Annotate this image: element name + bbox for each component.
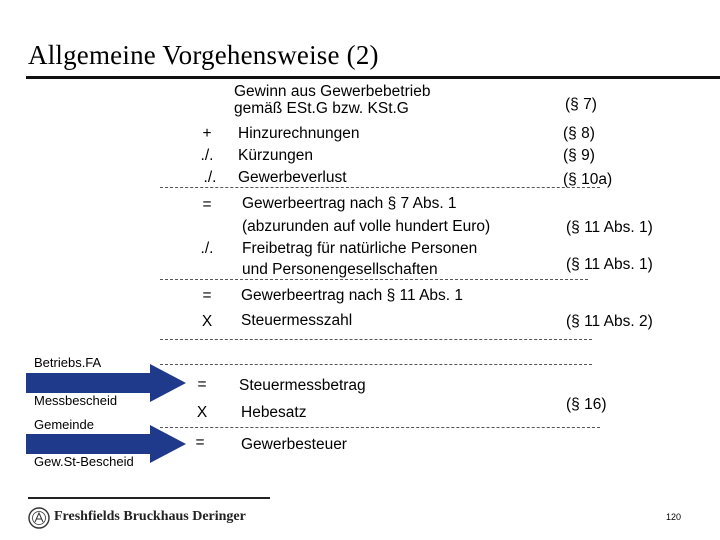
verlust-operator: ./. [203, 169, 217, 186]
hebesatz-operator: X [196, 404, 208, 421]
hebesatz-label: Hebesatz [241, 404, 307, 421]
gewerbesteuer-label: Gewerbesteuer [241, 436, 347, 453]
messbetrag-operator: = [197, 376, 207, 393]
ertrag7-operator: = [202, 196, 212, 213]
separator-line [160, 279, 588, 280]
freibetrag-operator: ./. [200, 240, 214, 257]
ertrag11-operator: = [202, 287, 212, 304]
verlust-label: Gewerbeverlust [238, 169, 347, 186]
freibetrag-paragraph: (§ 11 Abs. 1) [566, 256, 653, 273]
separator-line [160, 427, 600, 428]
ertrag7-paragraph: (§ 11 Abs. 1) [566, 219, 653, 236]
gemeinde-label: Gemeinde [34, 417, 94, 432]
gewinn-paragraph: (§ 7) [565, 96, 597, 113]
separator-line [160, 364, 592, 365]
kuerz-paragraph: (§ 9) [563, 147, 595, 164]
verlust-paragraph: (§ 10a) [563, 171, 613, 188]
hinzu-paragraph: (§ 8) [563, 125, 595, 142]
separator-line [160, 187, 600, 188]
messbescheid-label: Messbescheid [34, 393, 118, 408]
messbetrag-label: Steuermessbetrag [239, 377, 366, 394]
hinzu-label: Hinzurechnungen [238, 125, 360, 142]
separator-line [160, 339, 592, 340]
footer-rule [28, 497, 270, 499]
kuerz-operator: ./. [200, 147, 214, 164]
freibetrag-line1: Freibetrag für natürliche Personen [242, 240, 478, 257]
hinzu-operator: + [202, 125, 212, 142]
kuerz-label: Kürzungen [238, 147, 313, 164]
ertrag7-line2: (abzurunden auf volle hundert Euro) [242, 218, 491, 235]
gewerbesteuer-operator: = [195, 434, 205, 451]
gewinn-line2: gemäß ESt.G bzw. KSt.G [234, 100, 409, 117]
slide-title: Allgemeine Vorgehensweise (2) [28, 40, 379, 70]
title-rule [26, 76, 720, 79]
freshfields-logo-icon [28, 507, 50, 529]
page-number: 120 [666, 512, 682, 522]
gewinn-line1: Gewinn aus Gewerbebetrieb [234, 83, 431, 100]
ertrag11-label: Gewerbeertrag nach § 11 Abs. 1 [241, 287, 464, 304]
ertrag7-line1: Gewerbeertrag nach § 7 Abs. 1 [242, 195, 457, 212]
freibetrag-line2: und Personengesellschaften [242, 261, 438, 278]
messzahl-operator: X [201, 313, 213, 330]
betriebsfa-label: Betriebs.FA [34, 355, 102, 370]
firm-logo-text: Freshfields Bruckhaus Deringer [54, 509, 246, 524]
gewst-bescheid-label: Gew.St-Bescheid [34, 454, 134, 469]
messzahl-paragraph: (§ 11 Abs. 2) [566, 313, 653, 330]
hebesatz-paragraph: (§ 16) [566, 396, 607, 413]
messzahl-label: Steuermesszahl [241, 312, 353, 329]
